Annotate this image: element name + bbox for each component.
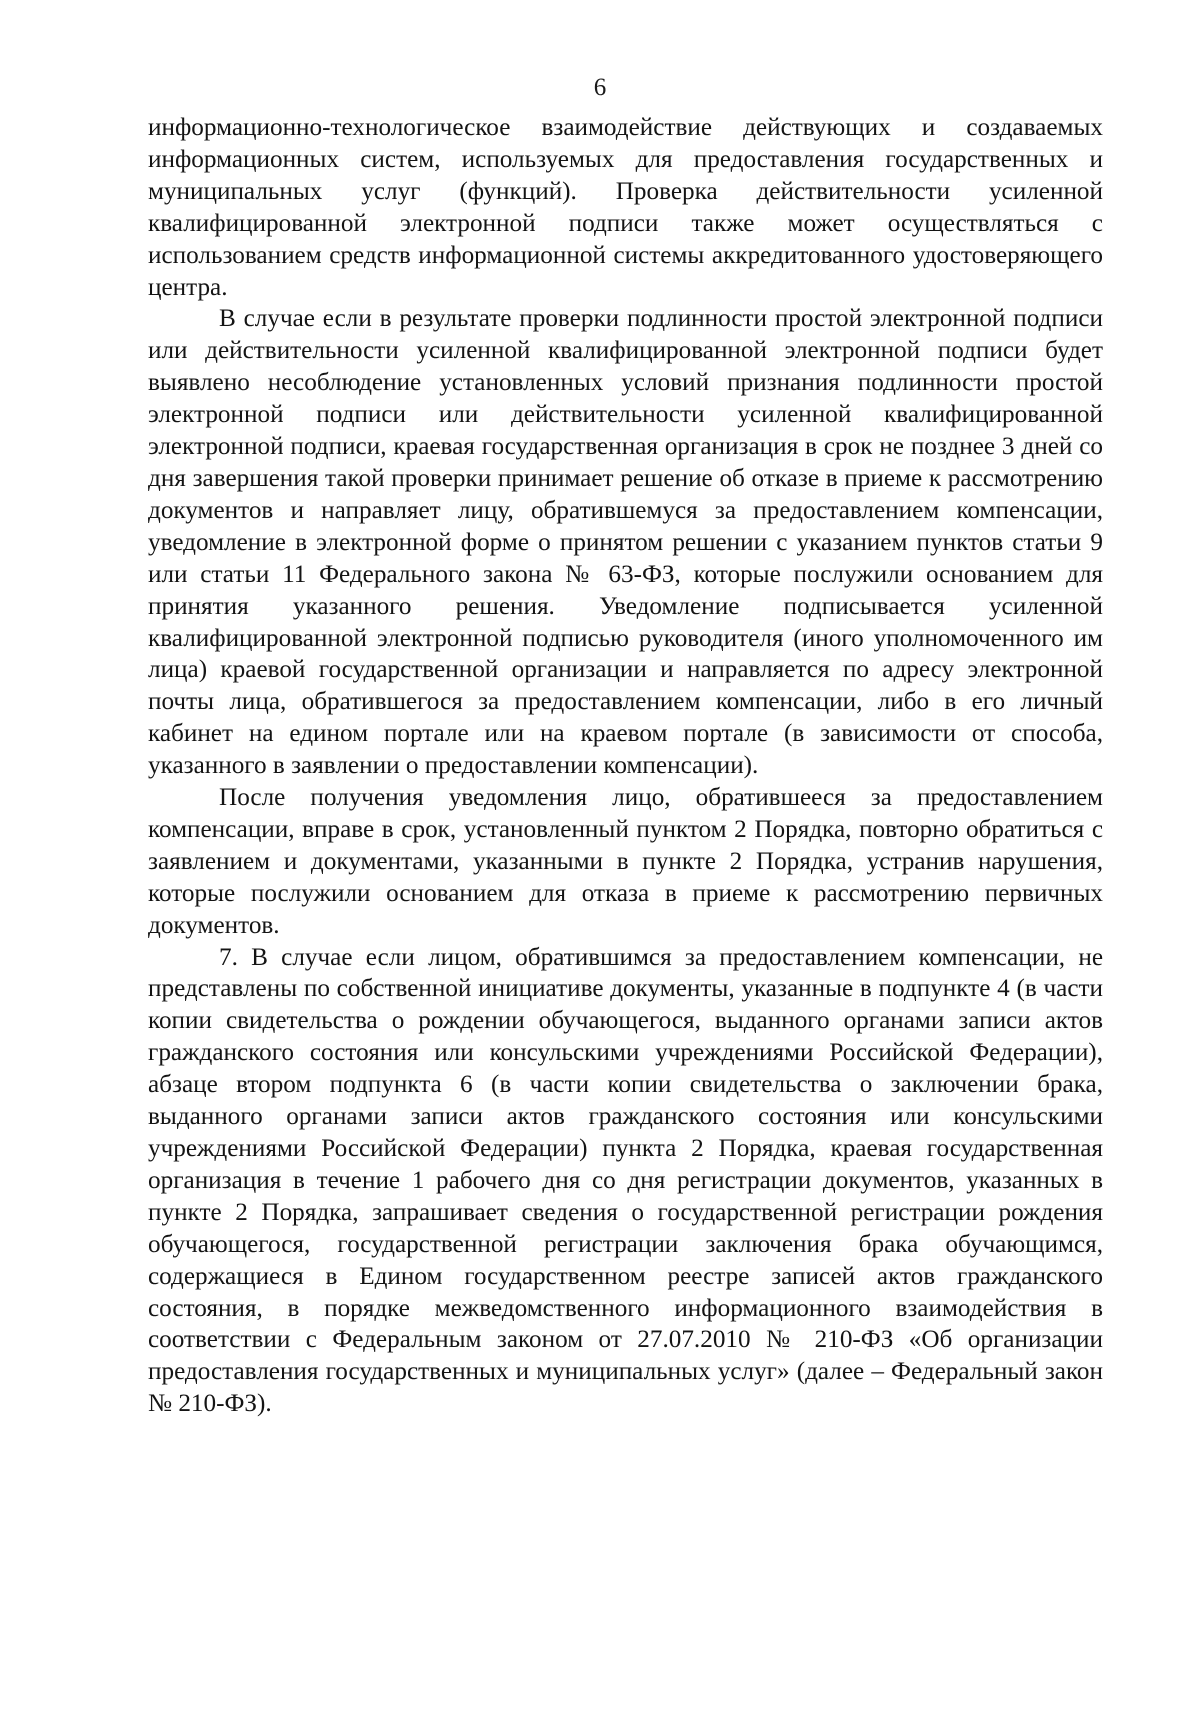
paragraph-continuation: информационно-технологическое взаимодействие действующих и создаваемых информационных систем, используемых для предоставления государственных и муниципальных услуг (функций). Проверка действительности усиленной квалифицированной электронной подписи также может осуществляться с использованием средств информационной системы аккредитованного удостоверяющего центра. <box>148 114 1103 301</box>
paragraph-after-notification: После получения уведомления лицо, обратившееся за предоставлением компенсации, вправе в срок, установленный пунктом 2 Порядка, повторно обратиться с заявлением и документами, указанными в пункте 2 Порядка, устранив нарушения, которые послужили основанием для отказа в приеме к рассмотрению первичных документов. <box>148 784 1103 939</box>
paragraph-item-7: 7. В случае если лицом, обратившимся за предоставлением компенсации, не представлены по собственной инициативе документы, указанные в подпункте 4 (в части копии свидетельства о рождении обучающегося, выданного органами записи актов гражданского состояния или консульскими учреждениями Российской Федерации), абзаце втором подпункта 6 (в части копии свидетельства о заключении брака, выданного органами записи актов гражданского состояния или консульскими учреждениями Российской Федерации) пункта 2 Порядка, краевая государственная организация в течение 1 рабочего дня со дня регистрации документов, указанных в пункте 2 Порядка, запрашивает сведения о государственной регистрации рождения обучающегося, государственной регистрации заключения брака обучающимся, содержащиеся в Едином государственном реестре записей актов гражданского состояния, в порядке межведомственного информационного взаимодействия в соответствии с Федеральным законом от 27.07.2010 № 210-ФЗ «Об организации предоставления государственных и муниципальных услуг» (далее – Федеральный закон № 210-ФЗ). <box>148 943 1103 1418</box>
paragraph-signature-check: В случае если в результате проверки подлинности простой электронной подписи или действительности усиленной квалифицированной электронной подписи будет выявлено несоблюдение установленных условий признания подлинности простой электронной подписи или действительности усиленной квалифицированной электронной подписи, краевая государственная организация в срок не позднее 3 дней со дня завершения такой проверки принимает решение об отказе в приеме к рассмотрению документов и направляет лицу, обратившемуся за предоставлением компенсации, уведомление в электронной форме о принятом решении с указанием пунктов статьи 9 или статьи 11 Федерального закона № 63-ФЗ, которые послужили основанием для принятия указанного решения. Уведомление подписывается усиленной квалифицированной электронной подписью руководителя (иного уполномоченного им лица) краевой государственной организации и направляется по адресу электронной почты лица, обратившегося за предоставлением компенсации, либо в его личный кабинет на едином портале или на краевом портале (в зависимости от способа, указанного в заявлении о предоставлении компенсации). <box>148 305 1103 780</box>
document-body <box>148 112 1103 1420</box>
page-number: 6 <box>593 74 607 101</box>
